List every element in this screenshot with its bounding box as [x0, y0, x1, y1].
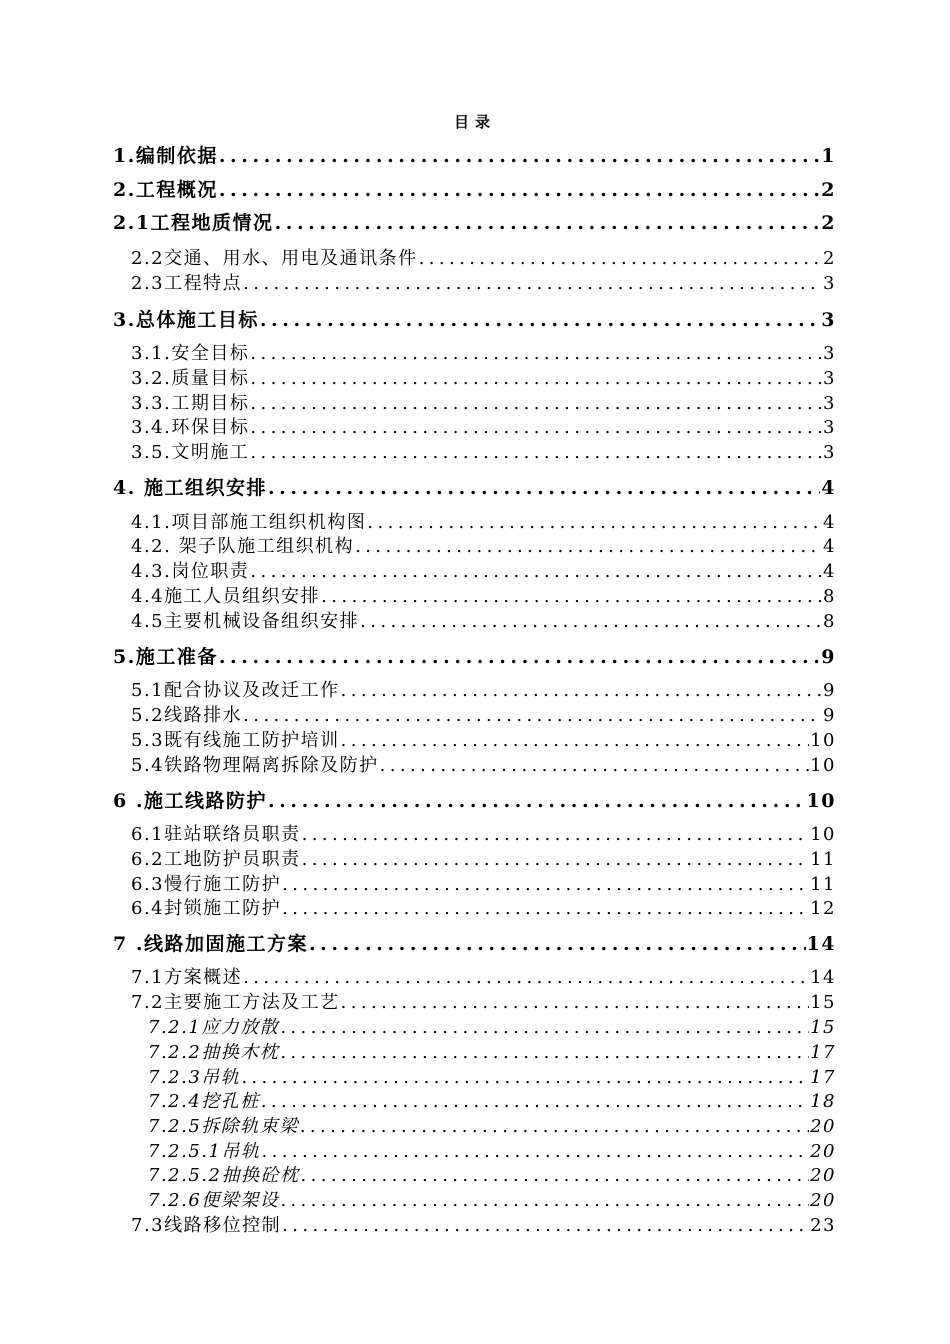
toc-entry-page-number: 3 [821, 309, 836, 331]
toc-entry-page-number: 23 [810, 1215, 836, 1236]
toc-entry-page-number: 20 [810, 1141, 836, 1162]
toc-entry-page-number: 20 [810, 1190, 836, 1211]
toc-entry-page-number: 14 [806, 933, 836, 955]
toc-entry[interactable] [113, 479, 836, 498]
toc-entry[interactable] [113, 792, 836, 811]
toc-leader-dots [355, 538, 822, 556]
toc-entry[interactable] [113, 311, 836, 330]
toc-entry[interactable] [131, 419, 836, 437]
toc-entry[interactable] [131, 563, 836, 581]
toc-entry[interactable] [131, 444, 836, 462]
toc-title: 目录 [453, 113, 496, 131]
toc-leader-dots [250, 563, 822, 581]
toc-entry-label: 6.4封锁施工防护 [131, 898, 282, 919]
toc-entry-page-number: 4 [823, 512, 836, 533]
toc-entry-label: 7.2.5拆除轨束梁 [148, 1116, 299, 1137]
toc-entry[interactable] [131, 345, 836, 363]
toc-entry-page-number: 9 [823, 705, 836, 726]
toc-entry-label: 6 .施工线路防护 [113, 790, 267, 812]
toc-entry-label: 5.3既有线施工防护培训 [131, 730, 340, 751]
toc-entry-label: 4.4施工人员组织安排 [131, 586, 321, 607]
toc-entry-page-number: 2 [821, 212, 836, 234]
toc-entry-page-number: 10 [806, 790, 836, 812]
toc-entry-label: 6.1驻站联络员职责 [131, 824, 301, 845]
toc-entry[interactable] [148, 1143, 836, 1161]
toc-entry-label: 7.2.2抽换木枕 [148, 1042, 280, 1063]
toc-entry-page-number: 8 [823, 611, 836, 632]
toc-entry-page-number: 4 [821, 477, 836, 499]
toc-entry[interactable] [131, 275, 836, 293]
toc-entry-page-number: 1 [821, 145, 836, 167]
toc-leader-dots [250, 345, 822, 363]
toc-entry-label: 3.3.工期目标 [131, 393, 250, 414]
toc-entry-page-number: 3 [823, 417, 836, 438]
toc-entry-label: 4. 施工组织安排 [113, 477, 267, 499]
toc-entry-label: 7.2.5.2抽换砼枕 [148, 1165, 300, 1186]
toc-leader-dots [341, 732, 809, 750]
toc-entry-page-number: 10 [810, 730, 836, 751]
toc-leader-dots [419, 250, 822, 268]
toc-entry[interactable] [148, 1192, 836, 1210]
toc-leader-dots [260, 311, 820, 330]
toc-entry-page-number: 9 [823, 680, 836, 701]
toc-leader-dots [282, 876, 809, 894]
toc-leader-dots [219, 147, 820, 166]
toc-entry[interactable] [131, 994, 836, 1012]
toc-leader-dots [268, 479, 820, 498]
toc-entry-label: 3.4.环保目标 [131, 417, 250, 438]
toc-entry-label: 6.3慢行施工防护 [131, 874, 282, 895]
toc-entry[interactable] [148, 1167, 836, 1185]
toc-entry-label: 3.2.质量目标 [131, 368, 250, 389]
toc-entry[interactable] [148, 1069, 836, 1087]
toc-entry[interactable] [131, 732, 836, 750]
toc-entry-page-number: 17 [810, 1042, 836, 1063]
toc-entry[interactable] [131, 514, 836, 532]
toc-entry-page-number: 2 [823, 248, 836, 269]
toc-entry-page-number: 10 [810, 755, 836, 776]
toc-leader-dots [261, 1093, 809, 1111]
toc-entry[interactable] [131, 851, 836, 869]
toc-leader-dots [360, 613, 822, 631]
toc-leader-dots [280, 1019, 809, 1037]
toc-entry-page-number: 12 [810, 898, 836, 919]
toc-entry-label: 5.1配合协议及改迁工作 [131, 680, 340, 701]
toc-entry[interactable] [131, 1217, 836, 1235]
toc-entry-page-number: 17 [810, 1067, 836, 1088]
toc-entry-page-number: 4 [823, 536, 836, 557]
toc-leader-dots [367, 514, 822, 532]
toc-entry-label: 4.3.岗位职责 [131, 561, 250, 582]
toc-entry-label: 5.2线路排水 [131, 705, 243, 726]
toc-leader-dots [309, 935, 806, 954]
toc-entry[interactable] [131, 613, 836, 631]
toc-entry[interactable] [113, 935, 836, 954]
toc-entry[interactable] [113, 181, 836, 200]
toc-entry-page-number: 3 [823, 442, 836, 463]
toc-leader-dots [380, 757, 809, 775]
toc-entry[interactable] [148, 1019, 836, 1037]
toc-entry[interactable] [148, 1118, 836, 1136]
toc-entry-page-number: 2 [821, 179, 836, 201]
toc-leader-dots [282, 900, 809, 918]
toc-entry-page-number: 10 [810, 824, 836, 845]
toc-entry-label: 7 .线路加固施工方案 [113, 933, 308, 955]
toc-entry[interactable] [131, 538, 836, 556]
toc-leader-dots [250, 419, 822, 437]
toc-entry[interactable] [131, 588, 836, 606]
toc-entry-label: 7.2.1应力放散 [148, 1017, 280, 1038]
toc-entry-page-number: 18 [810, 1091, 836, 1112]
toc-leader-dots [241, 1069, 809, 1087]
toc-entry-page-number: 3 [823, 368, 836, 389]
toc-entry-page-number: 20 [810, 1116, 836, 1137]
toc-entry-label: 7.1方案概述 [131, 967, 243, 988]
toc-leader-dots [243, 275, 822, 293]
toc-leader-dots [219, 648, 820, 667]
toc-entry[interactable] [131, 707, 836, 725]
toc-entry-page-number: 15 [810, 1017, 836, 1038]
toc-entry[interactable] [113, 214, 836, 233]
toc-entry[interactable] [131, 969, 836, 987]
toc-entry-page-number: 3 [823, 273, 836, 294]
toc-leader-dots [302, 826, 809, 844]
toc-leader-dots [282, 1217, 809, 1235]
toc-leader-dots [341, 682, 822, 700]
toc-entry[interactable] [131, 682, 836, 700]
toc-entry-label: 7.2.3吊轨 [148, 1067, 241, 1088]
toc-leader-dots [300, 1167, 809, 1185]
toc-entry-page-number: 20 [810, 1165, 836, 1186]
toc-entry-page-number: 9 [821, 646, 836, 668]
toc-entry-label: 5.4铁路物理隔离拆除及防护 [131, 755, 379, 776]
toc-entry-label: 2.工程概况 [113, 179, 218, 201]
toc-entry[interactable] [131, 900, 836, 918]
toc-leader-dots [243, 969, 809, 987]
toc-entry-label: 2.3工程特点 [131, 273, 243, 294]
toc-leader-dots [250, 370, 822, 388]
toc-leader-dots [280, 1192, 809, 1210]
toc-entry-label: 1.编制依据 [113, 145, 218, 167]
toc-entry-label: 4.1.项目部施工组织机构图 [131, 512, 367, 533]
toc-leader-dots [341, 994, 809, 1012]
toc-entry-label: 2.2交通、用水、用电及通讯条件 [131, 248, 418, 269]
toc-leader-dots [275, 214, 821, 233]
toc-entry[interactable] [131, 826, 836, 844]
toc-entry-label: 7.2.5.1吊轨 [148, 1141, 261, 1162]
toc-entry-page-number: 4 [823, 561, 836, 582]
toc-entry-page-number: 3 [823, 343, 836, 364]
toc-entry-page-number: 14 [810, 967, 836, 988]
toc-entry-label: 5.施工准备 [113, 646, 218, 668]
toc-entry-label: 7.2.6便梁架设 [148, 1190, 280, 1211]
toc-leader-dots [302, 851, 809, 869]
toc-leader-dots [250, 395, 822, 413]
toc-entry[interactable] [131, 757, 836, 775]
toc-entry-label: 4.5主要机械设备组织安排 [131, 611, 360, 632]
toc-entry-page-number: 3 [823, 393, 836, 414]
toc-leader-dots [261, 1143, 809, 1161]
toc-entry[interactable] [131, 876, 836, 894]
toc-entry-label: 4.2. 架子队施工组织机构 [131, 536, 355, 557]
toc-entry[interactable] [113, 147, 836, 166]
toc-entry-page-number: 11 [810, 874, 836, 895]
toc-leader-dots [250, 444, 822, 462]
toc-entry[interactable] [131, 395, 836, 413]
toc-entry[interactable] [148, 1093, 836, 1111]
toc-entry-label: 7.3线路移位控制 [131, 1215, 282, 1236]
toc-leader-dots [321, 588, 822, 606]
toc-entry-label: 3.1.安全目标 [131, 343, 250, 364]
toc-entry[interactable] [148, 1044, 836, 1062]
toc-entry-page-number: 15 [810, 992, 836, 1013]
toc-entry[interactable] [113, 648, 836, 667]
toc-entry-label: 2.1工程地质情况 [113, 212, 274, 234]
toc-leader-dots [268, 792, 806, 811]
toc-entry-label: 3.5.文明施工 [131, 442, 250, 463]
toc-entry-label: 7.2主要施工方法及工艺 [131, 992, 340, 1013]
toc-leader-dots [280, 1044, 809, 1062]
toc-entry-label: 6.2工地防护员职责 [131, 849, 301, 870]
toc-entry-label: 7.2.4挖孔桩 [148, 1091, 260, 1112]
toc-entry-label: 3.总体施工目标 [113, 309, 259, 331]
toc-entry-page-number: 8 [823, 586, 836, 607]
toc-entry[interactable] [131, 250, 836, 268]
toc-leader-dots [219, 181, 820, 200]
toc-leader-dots [300, 1118, 809, 1136]
toc-leader-dots [243, 707, 822, 725]
toc-entry-page-number: 11 [810, 849, 836, 870]
toc-entry[interactable] [131, 370, 836, 388]
